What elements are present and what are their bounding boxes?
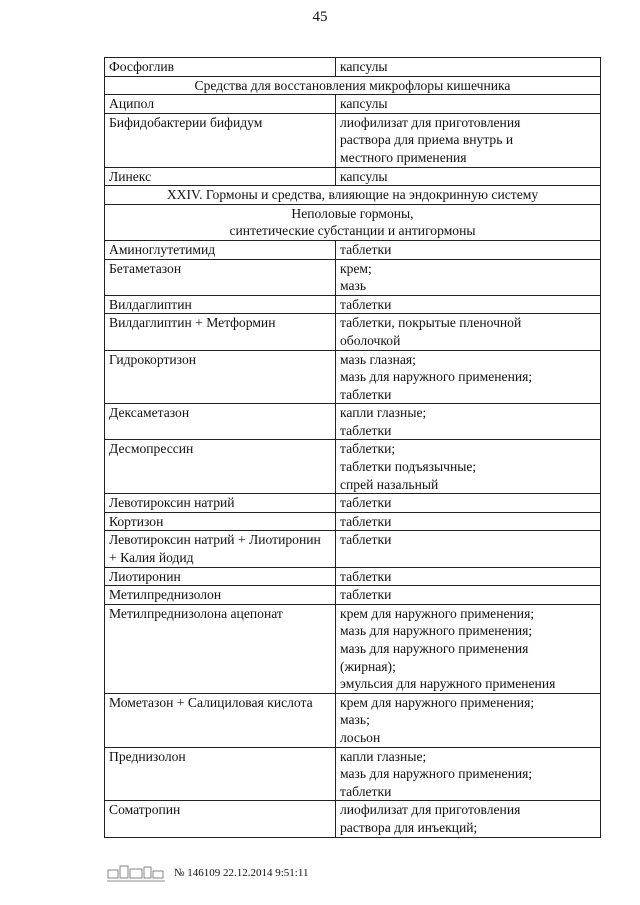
section-row xyxy=(105,204,601,240)
dosage-form-line: таблетки, покрытые пленочной xyxy=(340,315,522,331)
dosage-form-line: спрей назальный xyxy=(340,476,439,492)
dosage-form-line: таблетки; xyxy=(340,441,396,457)
section-heading-line: Средства для восстановления микрофлоры кишечника xyxy=(194,77,511,93)
section-heading-line: синтетические субстанции и антигормоны xyxy=(229,223,476,239)
drug-name: Преднизолон xyxy=(105,747,336,801)
table-row xyxy=(105,95,601,114)
table-row xyxy=(105,693,601,747)
table-row xyxy=(105,58,601,77)
table-row xyxy=(105,512,601,531)
dosage-form-line: капли глазные; xyxy=(340,405,427,421)
dosage-forms xyxy=(336,494,601,513)
dosage-form-line: крем для наружного применения; xyxy=(340,694,535,710)
drug-table xyxy=(104,57,601,838)
dosage-forms xyxy=(336,95,601,114)
dosage-form-line: лиофилизат для приготовления xyxy=(340,114,521,130)
dosage-form-line: таблетки xyxy=(340,783,392,799)
dosage-forms xyxy=(336,58,601,77)
dosage-forms xyxy=(336,567,601,586)
dosage-form-line: мазь; xyxy=(340,712,370,728)
drug-name: Аминоглутетимид xyxy=(105,240,336,259)
dosage-form-line: капсулы xyxy=(340,59,388,74)
footer xyxy=(106,861,308,885)
dosage-forms xyxy=(336,240,601,259)
dosage-forms xyxy=(336,586,601,605)
drug-name: Вилдаглиптин + Метформин xyxy=(105,314,336,350)
dosage-forms xyxy=(336,604,601,693)
dosage-form-line: таблетки xyxy=(340,568,392,584)
dosage-form-line: таблетки xyxy=(340,587,392,603)
dosage-form-line: крем; xyxy=(340,260,372,276)
dosage-forms xyxy=(336,295,601,314)
dosage-form-line: мазь для наружного применения xyxy=(340,641,529,656)
table-row xyxy=(105,531,601,567)
table-row xyxy=(105,440,601,494)
table-row xyxy=(105,167,601,186)
table-row xyxy=(105,494,601,513)
table-row xyxy=(105,747,601,801)
dosage-form-line: (жирная); xyxy=(340,658,396,674)
dosage-form-line: эмульсия для наружного применения xyxy=(340,676,556,692)
dosage-form-line: мазь для наружного применения; xyxy=(340,766,533,782)
drug-name: Бетаметазон xyxy=(105,259,336,295)
dosage-form-line: местного применения xyxy=(340,149,467,165)
table-row xyxy=(105,586,601,605)
dosage-form-line: раствора для приема внутрь и xyxy=(340,132,514,148)
dosage-form-line: оболочкой xyxy=(340,332,401,348)
drug-name: Левотироксин натрий + Лиотиронин + Калия йодид xyxy=(105,531,336,567)
dosage-form-line: лосьон xyxy=(340,729,381,745)
dosage-form-line: таблетки xyxy=(340,386,392,402)
section-row xyxy=(105,76,601,95)
document-stamp-text: № 146109 22.12.2014 9:51:11 xyxy=(174,867,309,879)
table-row xyxy=(105,604,601,693)
drug-name: Фосфоглив xyxy=(105,58,336,77)
dosage-form-line: мазь для наружного применения; xyxy=(340,623,533,639)
table-body xyxy=(105,58,601,838)
dosage-forms xyxy=(336,512,601,531)
drug-name: Бифидобактерии бифидум xyxy=(105,113,336,167)
dosage-form-line: капсулы xyxy=(340,168,388,184)
drug-name: Мометазон + Салициловая кислота xyxy=(105,693,336,747)
section-heading xyxy=(105,186,601,205)
dosage-forms xyxy=(336,404,601,440)
table-row xyxy=(105,404,601,440)
drug-name: Метилпреднизолон xyxy=(105,586,336,605)
section-heading-line: Неполовые гормоны, xyxy=(291,205,414,221)
drug-name: Соматропин xyxy=(105,801,336,837)
dosage-form-line: лиофилизат для приготовления xyxy=(340,802,521,818)
dosage-form-line: капли глазные; xyxy=(340,748,427,764)
drug-name: Метилпреднизолона ацепонат xyxy=(105,604,336,693)
section-heading xyxy=(105,204,601,240)
drug-name: Линекс xyxy=(105,167,336,186)
dosage-form-line: мазь xyxy=(340,278,367,294)
drug-name: Лиотиронин xyxy=(105,567,336,586)
table-row xyxy=(105,259,601,295)
dosage-form-line: таблетки подъязычные; xyxy=(340,459,477,475)
dosage-forms xyxy=(336,440,601,494)
dosage-forms xyxy=(336,531,601,567)
dosage-forms xyxy=(336,801,601,837)
dosage-form-line: таблетки xyxy=(340,532,392,548)
dosage-forms xyxy=(336,113,601,167)
dosage-forms xyxy=(336,350,601,404)
table-row xyxy=(105,567,601,586)
dosage-forms xyxy=(336,314,601,350)
stamp-icon xyxy=(106,862,166,884)
drug-name: Дексаметазон xyxy=(105,404,336,440)
dosage-forms xyxy=(336,167,601,186)
table-row xyxy=(105,295,601,314)
drug-name: Аципол xyxy=(105,95,336,114)
table-row xyxy=(105,240,601,259)
drug-name: Кортизон xyxy=(105,512,336,531)
section-row xyxy=(105,186,601,205)
dosage-form-line: мазь для наружного применения; xyxy=(340,369,533,385)
dosage-form-line: таблетки xyxy=(340,513,392,529)
dosage-form-line: крем для наружного применения; xyxy=(340,605,535,621)
dosage-form-line: таблетки xyxy=(340,241,392,257)
dosage-form-line: таблетки xyxy=(340,495,392,511)
table-row xyxy=(105,113,601,167)
section-heading xyxy=(105,76,601,95)
dosage-forms xyxy=(336,693,601,747)
page-number: 45 xyxy=(312,9,328,25)
table-row xyxy=(105,314,601,350)
table-row xyxy=(105,801,601,837)
dosage-form-line: мазь глазная; xyxy=(340,351,416,367)
dosage-forms xyxy=(336,259,601,295)
section-heading-line: XXIV. Гормоны и средства, влияющие на эндокринную систему xyxy=(166,187,539,203)
drug-name: Десмопрессин xyxy=(105,440,336,494)
dosage-form-line: капсулы xyxy=(340,96,388,112)
drug-name: Гидрокортизон xyxy=(105,350,336,404)
drug-name: Левотироксин натрий xyxy=(105,494,336,513)
dosage-form-line: таблетки xyxy=(340,296,392,312)
drug-name: Вилдаглиптин xyxy=(105,295,336,314)
dosage-form-line: раствора для инъекций; xyxy=(340,819,478,835)
dosage-form-line: таблетки xyxy=(340,422,392,438)
table-row xyxy=(105,350,601,404)
dosage-forms xyxy=(336,747,601,801)
